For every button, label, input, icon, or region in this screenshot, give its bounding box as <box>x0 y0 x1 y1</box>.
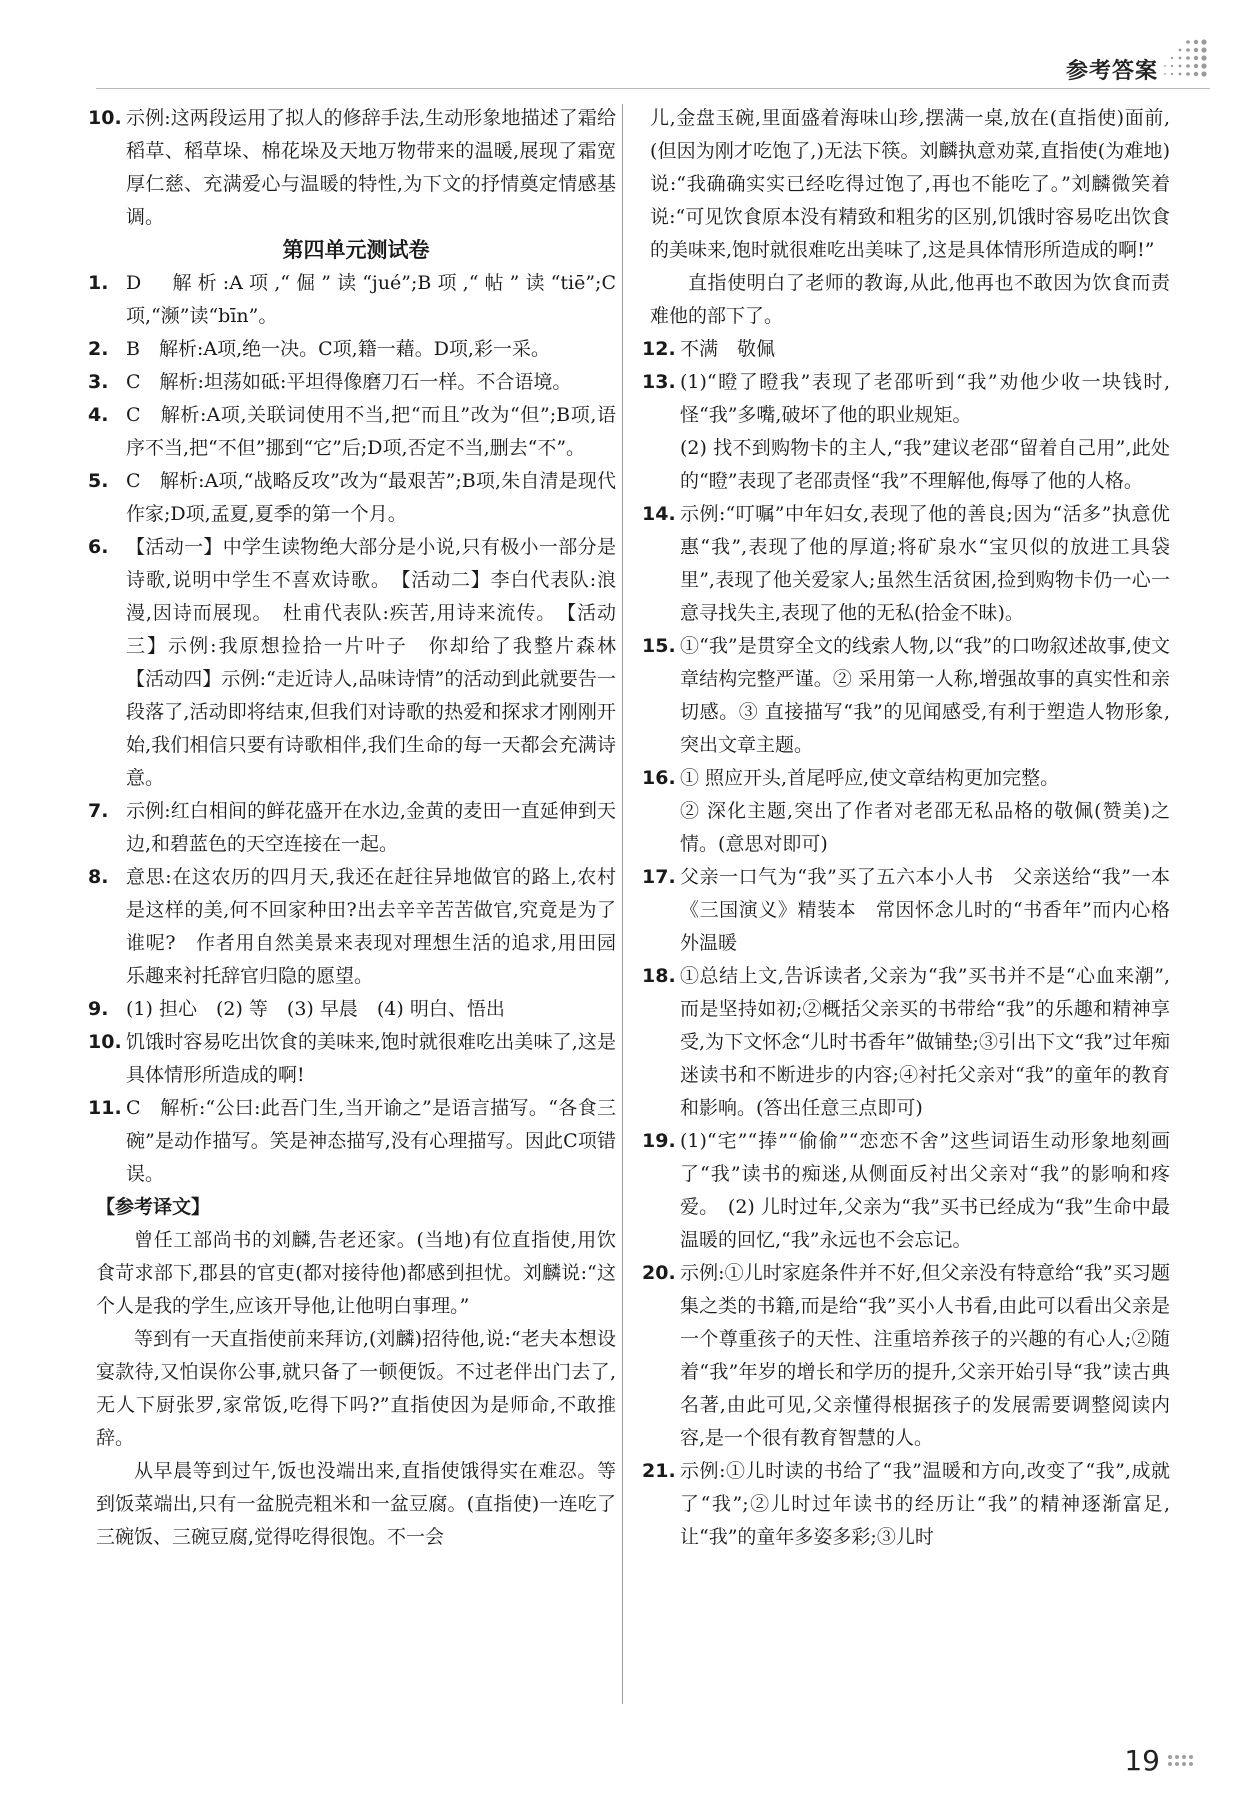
answer-item <box>88 399 616 465</box>
item-text: (1)“宅”“捧”“偷偷”“恋恋不舍”这些词语生动形象地刻画了“我”读书的痴迷,从侧面反衬出父亲对“我”的影响和疼爱。 (2) 儿时过年,父亲为“我”买书已经成为“我”生命中最温暖的回忆,“我”永远也不会忘记。 <box>680 1130 1170 1251</box>
item-number: 10. <box>88 1031 122 1053</box>
translation-paragraph: 曾任工部尚书的刘麟,告老还家。(当地)有位直指使,用饮食苛求部下,郡县的官吏(都对接待他)都感到担忧。刘麟说:“这个人是我的学生,应该开导他,让他明白事理。” <box>96 1229 616 1317</box>
answer-item <box>642 630 1170 762</box>
item-text: 示例:①儿时家庭条件并不好,但父亲没有特意给“我”买习题集之类的书籍,而是给“我”买小人书看,由此可以看出父亲是一个尊重孩子的天性、注重培养孩子的兴趣的有心人;②随着“我”年岁的增长和学历的提升,父亲开始引导“我”读古典名著,由此可见,父亲懂得根据孩子的发展需要调整阅读内容,是一个很有教育智慧的人。 <box>680 1262 1170 1449</box>
translation-paragraph: 儿,金盘玉碗,里面盛着海味山珍,摆满一桌,放在(直指使)面前,(但因为刚才吃饱了,)无法下筷。刘麟执意劝菜,直指使(为难地)说:“我确确实实已经吃得过饱了,再也不能吃了。”刘麟微笑着说:“可见饮食原本没有精致和粗劣的区别,饥饿时容易吃出饮食的美味来,饱时就很难吃出美味了,这是具体情形所造成的啊!” <box>650 107 1170 261</box>
answer-item <box>642 366 1170 498</box>
answer-item <box>642 861 1170 960</box>
answer-item <box>88 333 616 366</box>
left-column <box>88 102 636 1554</box>
answer-item <box>642 333 1170 366</box>
item-number: 1. <box>88 272 109 294</box>
item-text: C 解析:A项,关联词使用不当,把“而且”改为“但”;B项,语序不当,把“不但”挪到“它”后;D项,否定不当,删去“不”。 <box>126 404 616 459</box>
item-number: 18. <box>642 965 676 987</box>
item-number: 8. <box>88 866 109 888</box>
answer-item <box>642 1125 1170 1257</box>
item-text: 示例:这两段运用了拟人的修辞手法,生动形象地描述了霜给稻草、稻草垛、棉花垛及天地万物带来的温暖,展现了霜宽厚仁慈、充满爱心与温暖的特性,为下文的抒情奠定情感基调。 <box>126 107 616 228</box>
item-text: C 解析:A项,“战略反攻”改为“最艰苦”;B项,朱自清是现代作家;D项,孟夏,夏季的第一个月。 <box>126 470 616 525</box>
item-text: 不满 敬佩 <box>680 338 776 360</box>
item-number: 6. <box>88 536 109 558</box>
item-text: 示例:“叮嘱”中年妇女,表现了他的善良;因为“活多”执意优惠“我”,表现了他的厚道;将矿泉水“宝贝似的放进工具袋里”,表现了他关爱家人;虽然生活贫困,捡到购物卡仍一心一意寻找失主,表现了他的无私(拾金不昧)。 <box>680 503 1170 624</box>
item-text: C 解析:“公曰:此吾门生,当开谕之”是语言描写。“各食三碗”是动作描写。笑是神态描写,没有心理描写。因此C项错误。 <box>126 1097 616 1185</box>
item-text: D 解析:A项,“倔”读“jué”;B项,“帖”读“tiē”;C项,“濒”读“bīn”。 <box>126 272 616 327</box>
item-text: ①总结上文,告诉读者,父亲为“我”买书并不是“心血来潮”,而是坚持如初;②概括父亲买的书带给“我”的乐趣和精神享受,为下文怀念“儿时书香年”做铺垫;③引出下文“我”过年痴迷读书和不断进步的内容;④衬托父亲对“我”的童年的教育和影响。(答出任意三点即可) <box>680 965 1170 1119</box>
item-number: 15. <box>642 635 676 657</box>
header-label: 参考答案 <box>1065 59 1158 84</box>
answer-item <box>88 366 616 399</box>
item-text: 饥饿时容易吃出饮食的美味来,饱时就很难吃出美味了,这是具体情形所造成的啊! <box>126 1031 616 1086</box>
header-rule <box>96 88 1210 89</box>
item-number: 19. <box>642 1130 676 1152</box>
item-text: ①“我”是贯穿全文的线索人物,以“我”的口吻叙述故事,使文章结构完整严谨。② 采用第一人称,增强故事的真实性和亲切感。③ 直接描写“我”的见闻感受,有利于塑造人物形象,突出文章主题。 <box>680 635 1170 756</box>
answer-item <box>88 795 616 861</box>
item-number: 14. <box>642 503 676 525</box>
item-number: 12. <box>642 338 676 360</box>
item-number: 11. <box>88 1097 122 1119</box>
item-number: 10. <box>88 107 122 129</box>
item-text: 示例:红白相间的鲜花盛开在水边,金黄的麦田一直延伸到天边,和碧蓝色的天空连接在一起。 <box>126 800 616 855</box>
translation-paragraph: 直指使明白了老师的教诲,从此,他再也不敢因为饮食而责难他的部下了。 <box>650 272 1170 327</box>
item-text: ① 照应开头,首尾呼应,使文章结构更加完整。 <box>680 767 1060 789</box>
item-text: 父亲一口气为“我”买了五六本小人书 父亲送给“我”一本《三国演义》精装本 常因怀念儿时的“书香年”而内心格外温暖 <box>680 866 1170 954</box>
answer-item <box>88 465 616 531</box>
item-text: C 解析:坦荡如砥:平坦得像磨刀石一样。不合语境。 <box>126 371 572 393</box>
answer-item <box>88 1026 616 1092</box>
item-text-part: ② 深化主题,突出了作者对老邵无私品格的敬佩(赞美)之情。(意思对即可) <box>680 800 1170 855</box>
item-text: 意思:在这农历的四月天,我还在赶往异地做官的路上,农村是这样的美,何不回家种田?出去辛辛苦苦做官,究竟是为了谁呢? 作者用自然美景来表现对理想生活的追求,用田园乐趣来衬托辞官归隐的愿望。 <box>126 866 616 987</box>
item-number: 17. <box>642 866 676 888</box>
footer-dots-icon <box>1166 1752 1196 1768</box>
item-text: (1)“瞪了瞪我”表现了老邵听到“我”劝他少收一块钱时,怪“我”多嘴,破坏了他的职业规矩。 <box>680 371 1170 426</box>
item-number: 21. <box>642 1460 676 1482</box>
item-number: 3. <box>88 371 109 393</box>
reference-translation-title: 【参考译文】 <box>96 1196 211 1218</box>
item-text: (1) 担心 (2) 等 (3) 早晨 (4) 明白、悟出 <box>126 998 505 1020</box>
item-text: B 解析:A项,绝一决。C项,籍一藉。D项,彩一采。 <box>126 338 550 360</box>
item-number: 2. <box>88 338 109 360</box>
section-title: 第四单元测试卷 <box>282 238 430 262</box>
answer-item <box>642 960 1170 1125</box>
answer-item <box>88 531 636 795</box>
answer-item <box>642 1257 1170 1455</box>
header-dots-icon <box>1162 36 1210 84</box>
column-divider <box>622 104 623 1704</box>
item-number: 7. <box>88 800 109 822</box>
item-number: 4. <box>88 404 109 426</box>
answer-item <box>642 762 1170 861</box>
answer-item <box>88 993 616 1026</box>
answer-item <box>88 861 616 993</box>
translation-paragraph: 从早晨等到过午,饭也没端出来,直指使饿得实在难忍。等到饭菜端出,只有一盆脱壳粗米和一盆豆腐。(直指使)一连吃了三碗饭、三碗豆腐,觉得吃得很饱。不一会 <box>96 1460 616 1548</box>
item-number: 16. <box>642 767 676 789</box>
answer-item <box>642 498 1170 630</box>
answer-item <box>88 1092 616 1191</box>
answer-item <box>88 267 616 333</box>
item-text: 【活动一】中学生读物绝大部分是小说,只有极小一部分是诗歌,说明中学生不喜欢诗歌。 【活动二】李白代表队:浪漫,因诗而展现。 杜甫代表队:疾苦,用诗来流传。 【活动三】示例:我原想捡拾一片叶子 你却给了我整片森林 【活动四】示例:“走近诗人,品味诗情”的活动到此就要告一段落了,活动即将结束,但我们对诗歌的热爱和探求才刚刚开始,我们相信只要有诗歌相伴,我们生命的每一天都会充满诗意。 <box>126 536 636 789</box>
answer-item <box>88 102 616 234</box>
answer-item <box>642 1455 1170 1554</box>
page-number: 19 <box>1124 1744 1160 1777</box>
translation-paragraph: 等到有一天直指使前来拜访,(刘麟)招待他,说:“老夫本想设宴款待,又怕误你公事,就只备了一顿便饭。不过老伴出门去了,无人下厨张罗,家常饭,吃得下吗?”直指使因为是师命,不敢推辞。 <box>96 1328 616 1449</box>
right-column <box>642 102 1170 1554</box>
item-text: 示例:①儿时读的书给了“我”温暖和方向,改变了“我”,成就了“我”;②儿时过年读书的经历让“我”的精神逐渐富足,让“我”的童年多姿多彩;③儿时 <box>680 1460 1170 1548</box>
item-number: 13. <box>642 371 676 393</box>
item-number: 20. <box>642 1262 676 1284</box>
item-number: 9. <box>88 998 109 1020</box>
item-text-part: (2) 找不到购物卡的主人,“我”建议老邵“留着自己用”,此处的“瞪”表现了老邵责怪“我”不理解他,侮辱了他的人格。 <box>680 437 1170 492</box>
item-number: 5. <box>88 470 109 492</box>
